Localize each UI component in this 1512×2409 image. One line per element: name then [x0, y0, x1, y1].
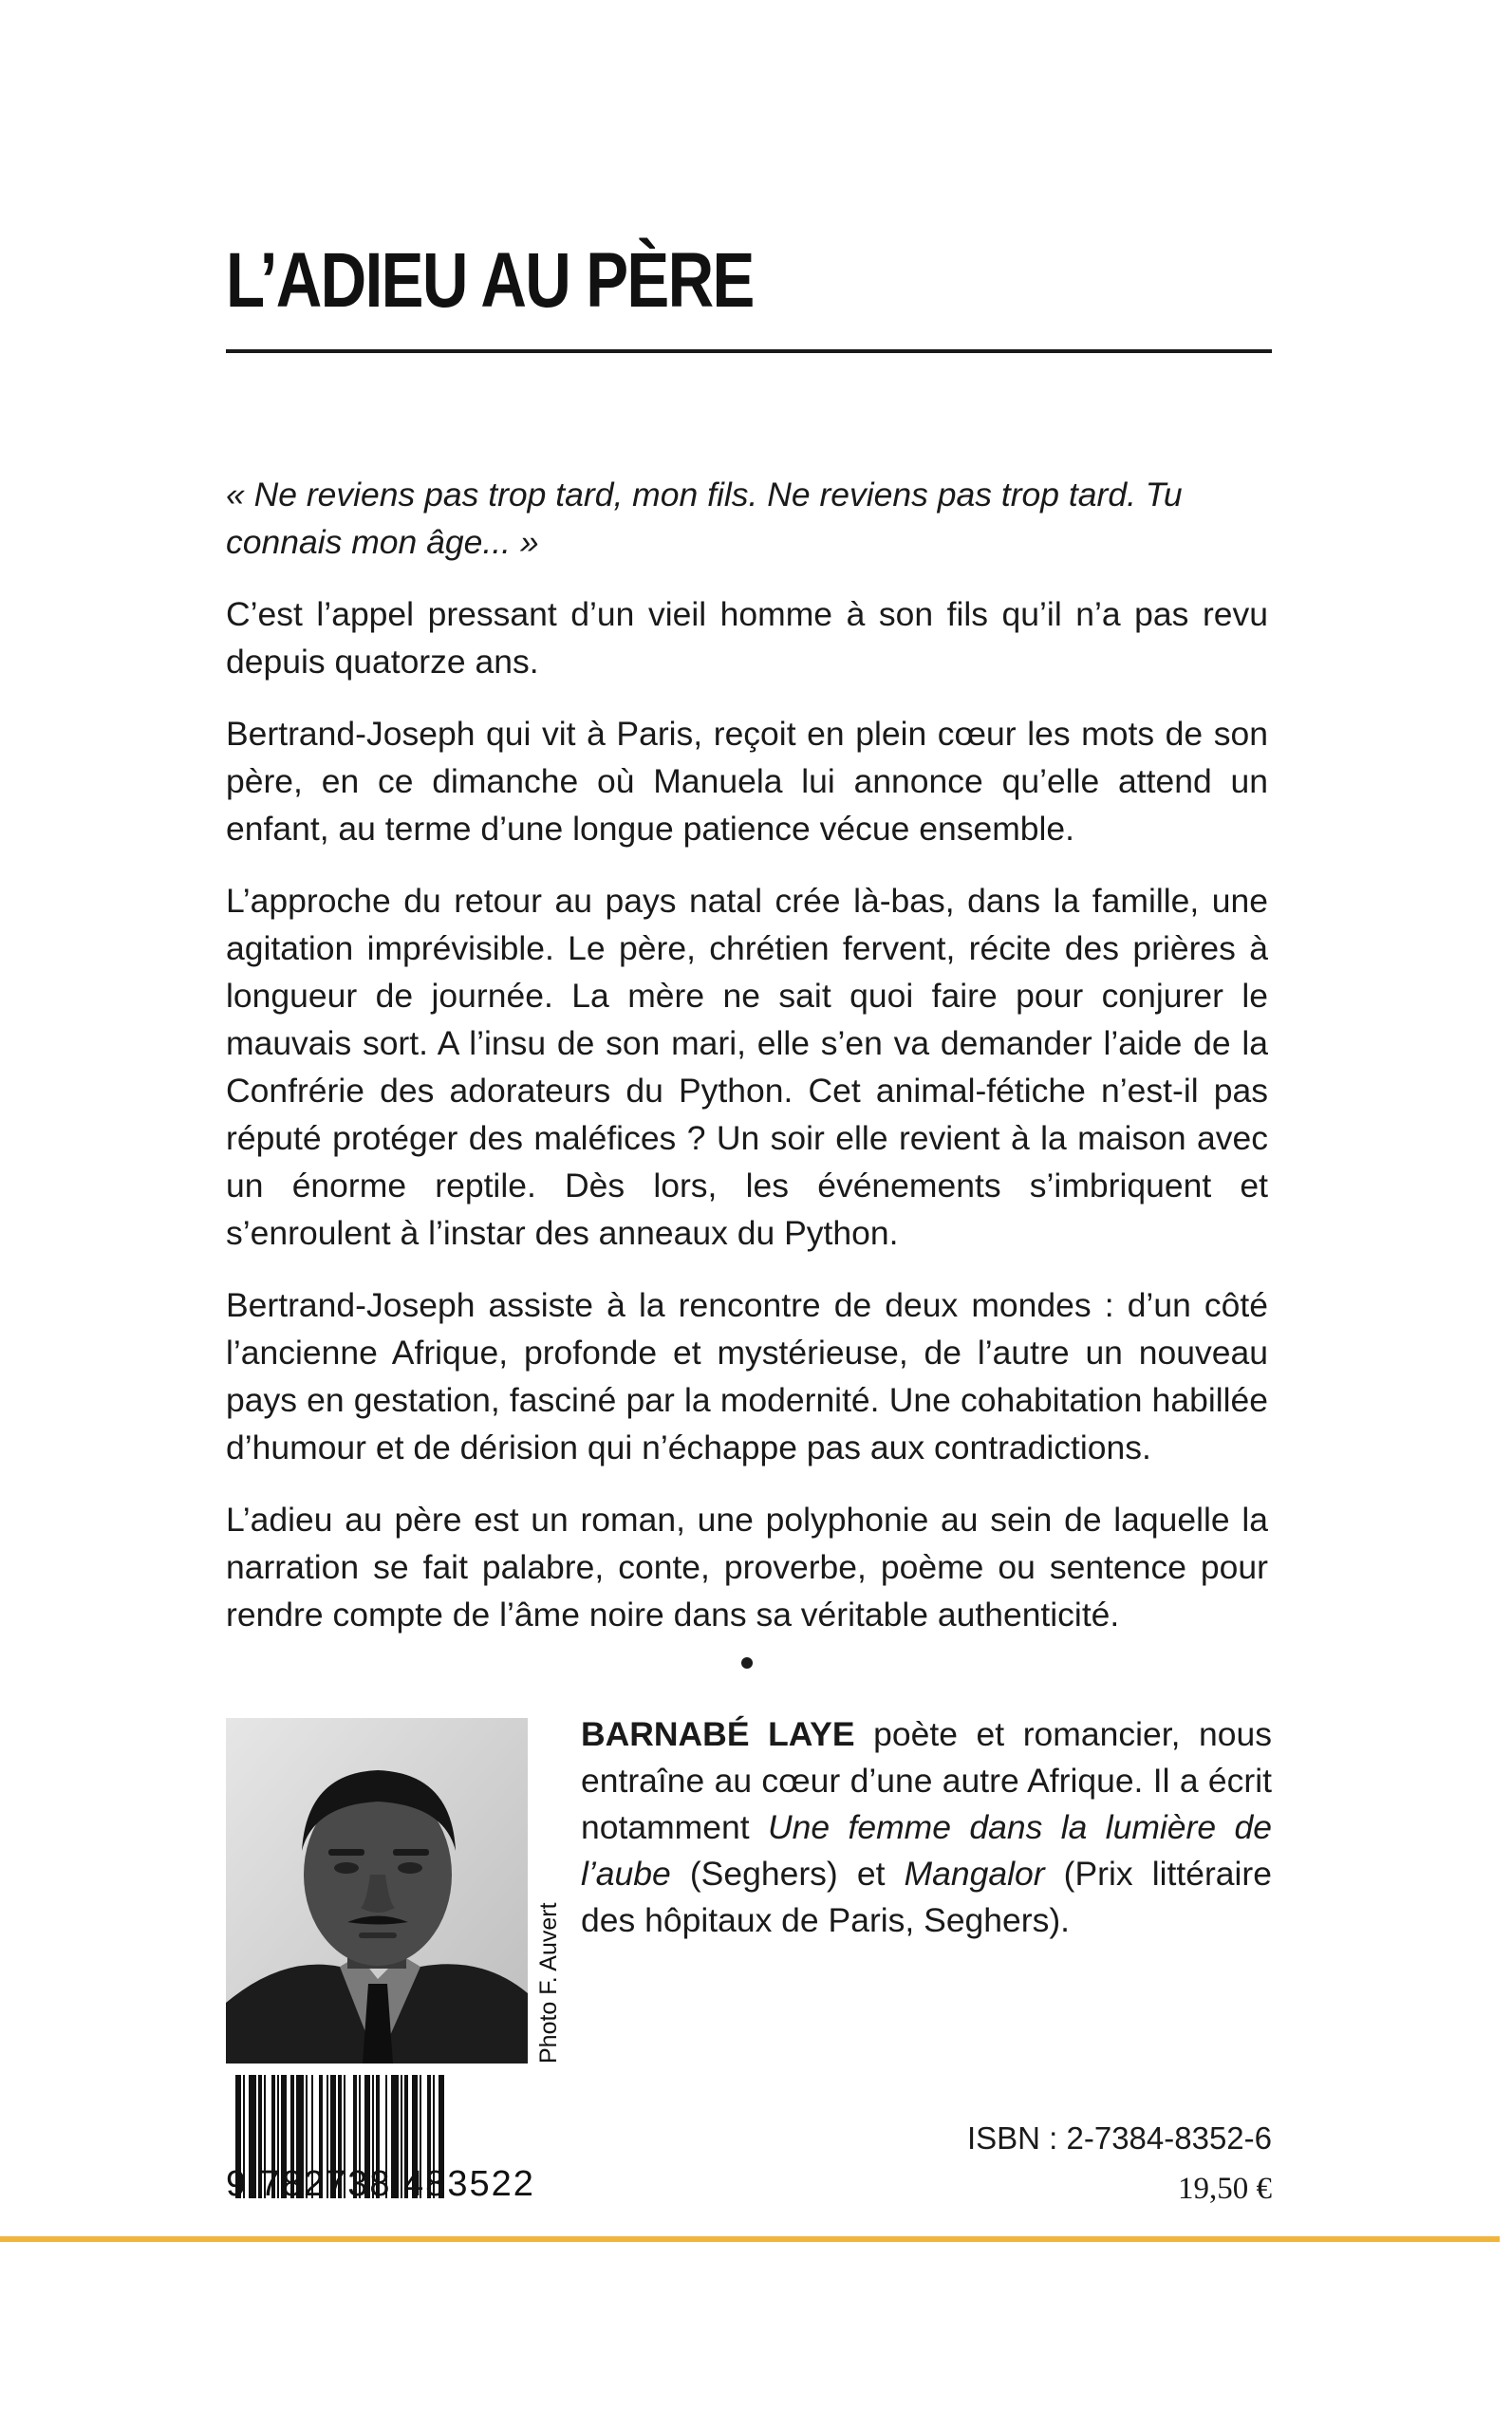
- back-cover-blurb: [226, 471, 1268, 1663]
- author-bio-text: poète et romancier, nous entraîne au cœur d’une autre Afrique. Il a écrit notamment: [581, 1715, 1272, 1846]
- opening-quote: « Ne reviens pas trop tard, mon fils. Ne reviens pas trop tard. Tu connais mon âge... »: [226, 476, 1183, 561]
- title-underline: [226, 349, 1272, 353]
- author-bio: [581, 1711, 1272, 1944]
- barcode-digits: 9 782738 483522: [226, 2164, 535, 2204]
- author-portrait-image: [226, 1718, 528, 2064]
- book-title-1: Une femme dans la lumière de l’aube: [581, 1808, 1272, 1893]
- book-title-2: Mangalor: [904, 1855, 1045, 1893]
- book-title: L’ADIEU AU PÈRE: [226, 237, 754, 324]
- isbn: ISBN : 2-7384-8352-6: [966, 2120, 1272, 2156]
- separator-bullet: [741, 1657, 753, 1669]
- price: 19,50 €: [1178, 2172, 1272, 2206]
- author-bio-text: (Prix littéraire des hôpitaux de Paris, Seghers).: [581, 1855, 1272, 1939]
- blurb-paragraph: L’adieu au père est un roman, une polyphonie au sein de laquelle la narration se fait palabre, conte, proverbe, poème ou sentence pour rendre compte de l’âme noire dans sa véritable authenticité.: [226, 1501, 1268, 1634]
- blurb-paragraph: Bertrand-Joseph qui vit à Paris, reçoit en plein cœur les mots de son père, en ce dimanche où Manuela lui annonce qu’elle attend un enfant, au terme d’une longue patience vécue ensemble.: [226, 715, 1268, 848]
- blurb-paragraph: L’approche du retour au pays natal crée là-bas, dans la famille, une agitation imprévisible. Le père, chrétien fervent, récite des prières à longueur de journée. La mère ne sait quoi faire pour conjurer le mauvais sort. A l’insu de son mari, elle s’en va demander l’aide de la Confrérie des adorateurs du Python. Cet animal-fétiche n’est-il pas réputé protéger des maléfices ? Un soir elle revient à la maison avec un énorme reptile. Dès lors, les événements s’imbriquent et s’enroulent à l’instar des anneaux du Python.: [226, 882, 1268, 1252]
- author-bio-text: (Seghers) et: [670, 1855, 905, 1893]
- bottom-accent-rule: [0, 2236, 1500, 2242]
- blurb-paragraph: Bertrand-Joseph assiste à la rencontre de deux mondes : d’un côté l’ancienne Afrique, profonde et mystérieuse, de l’autre un nouveau pays en gestation, fasciné par la modernité. Une cohabitation habillée d’humour et de dérision qui n’échappe pas aux contradictions.: [226, 1286, 1268, 1466]
- author-name: BARNABÉ LAYE: [581, 1715, 855, 1753]
- photo-credit: Photo F. Auvert: [535, 1902, 562, 2064]
- blurb-paragraph: C’est l’appel pressant d’un vieil homme à son fils qu’il n’a pas revu depuis quatorze ans.: [226, 595, 1268, 681]
- author-photo: [226, 1718, 528, 2064]
